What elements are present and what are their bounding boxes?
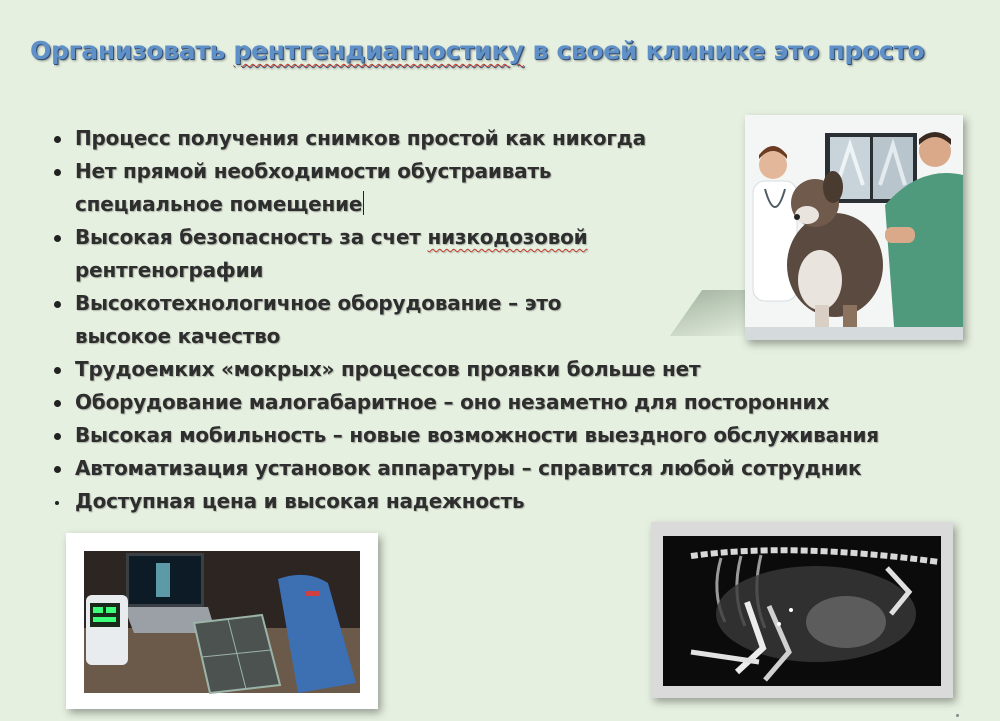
list-item-text: Нет прямой необходимости обустраивать xyxy=(75,159,552,183)
bullet-dot-icon xyxy=(54,136,61,143)
list-item-text-line2: высокое качество xyxy=(75,324,281,348)
list-item-text: Трудоемких «мокрых» процессов проявки больше нет xyxy=(75,357,701,381)
xray-photo-illustration xyxy=(651,522,953,698)
slide-title xyxy=(30,36,1000,65)
list-item-text: Высокая безопасность за счет xyxy=(75,225,428,249)
list-item xyxy=(48,386,879,419)
list-item-text-line2: рентгенографии xyxy=(75,258,264,282)
bullet-dot-icon xyxy=(55,501,59,505)
bullet-dot-icon xyxy=(54,433,61,440)
vet-examining-dog-photo xyxy=(745,115,963,340)
list-item-text: Доступная цена и высокая надежность xyxy=(75,489,525,513)
list-item-text: Процесс получения снимков простой как никогда xyxy=(75,126,646,150)
vet-photo-illustration xyxy=(745,115,963,340)
bullet-dot-icon xyxy=(54,400,61,407)
dog-xray-radiograph-photo xyxy=(651,522,953,698)
text-cursor xyxy=(363,191,364,215)
equipment-photo-illustration xyxy=(66,533,378,709)
list-item-text: Автоматизация установок аппаратуры – справится любой сотрудник xyxy=(75,456,862,480)
list-item xyxy=(48,485,879,518)
bullet-dot-icon xyxy=(54,466,61,473)
list-item-text-line2: специальное помещение xyxy=(75,192,363,216)
list-item-text: Высокотехнологичное оборудование – это xyxy=(75,291,562,315)
list-item xyxy=(48,452,879,485)
list-item-text-underlined: низкодозовой xyxy=(427,225,588,249)
decorative-dot xyxy=(956,714,959,717)
bullet-dot-icon xyxy=(54,367,61,374)
list-item-text: Высокая мобильность – новые возможности выездного обслуживания xyxy=(75,423,879,447)
list-item xyxy=(48,353,879,386)
list-item xyxy=(48,419,879,452)
title-part-2: рентгендиагностику xyxy=(233,36,525,65)
bullet-dot-icon xyxy=(54,301,61,308)
title-part-3: в своей клинике это просто xyxy=(524,36,925,65)
bullet-dot-icon xyxy=(54,235,61,242)
title-part-1: Организовать xyxy=(30,36,234,65)
portable-xray-equipment-photo xyxy=(66,533,378,709)
list-item-text: Оборудование малогабаритное – оно незаметно для посторонних xyxy=(75,390,830,414)
bullet-dot-icon xyxy=(54,169,61,176)
